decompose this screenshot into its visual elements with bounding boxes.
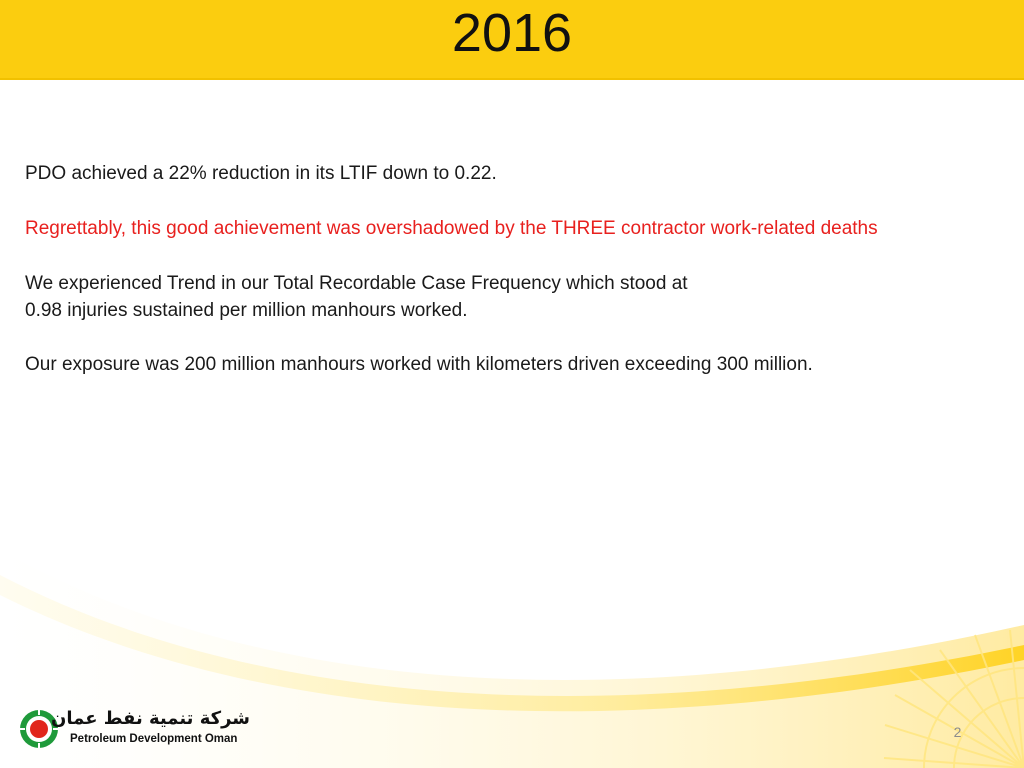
fatalities-paragraph: Regrettably, this good achievement was overshadowed by the THREE contractor work-related deaths [25, 218, 878, 239]
logo-arabic-text: شركة تنمية نفط عمان [51, 708, 250, 729]
trcf-line-1: We experienced Trend in our Total Recordable Case Frequency which stood at [25, 273, 688, 294]
pdo-logo [18, 708, 250, 752]
trcf-paragraph [25, 270, 1005, 324]
page-number: 2 [953, 724, 962, 740]
exposure-paragraph: Our exposure was 200 million manhours worked with kilometers driven exceeding 300 million. [25, 354, 813, 375]
slide-title: 2016 [451, 3, 573, 63]
trcf-line-2: 0.98 injuries sustained per million manhours worked. [25, 300, 468, 321]
title-bar [0, 0, 1024, 80]
logo-english-text: Petroleum Development Oman [70, 733, 238, 745]
ltif-paragraph: PDO achieved a 22% reduction in its LTIF down to 0.22. [25, 163, 497, 184]
